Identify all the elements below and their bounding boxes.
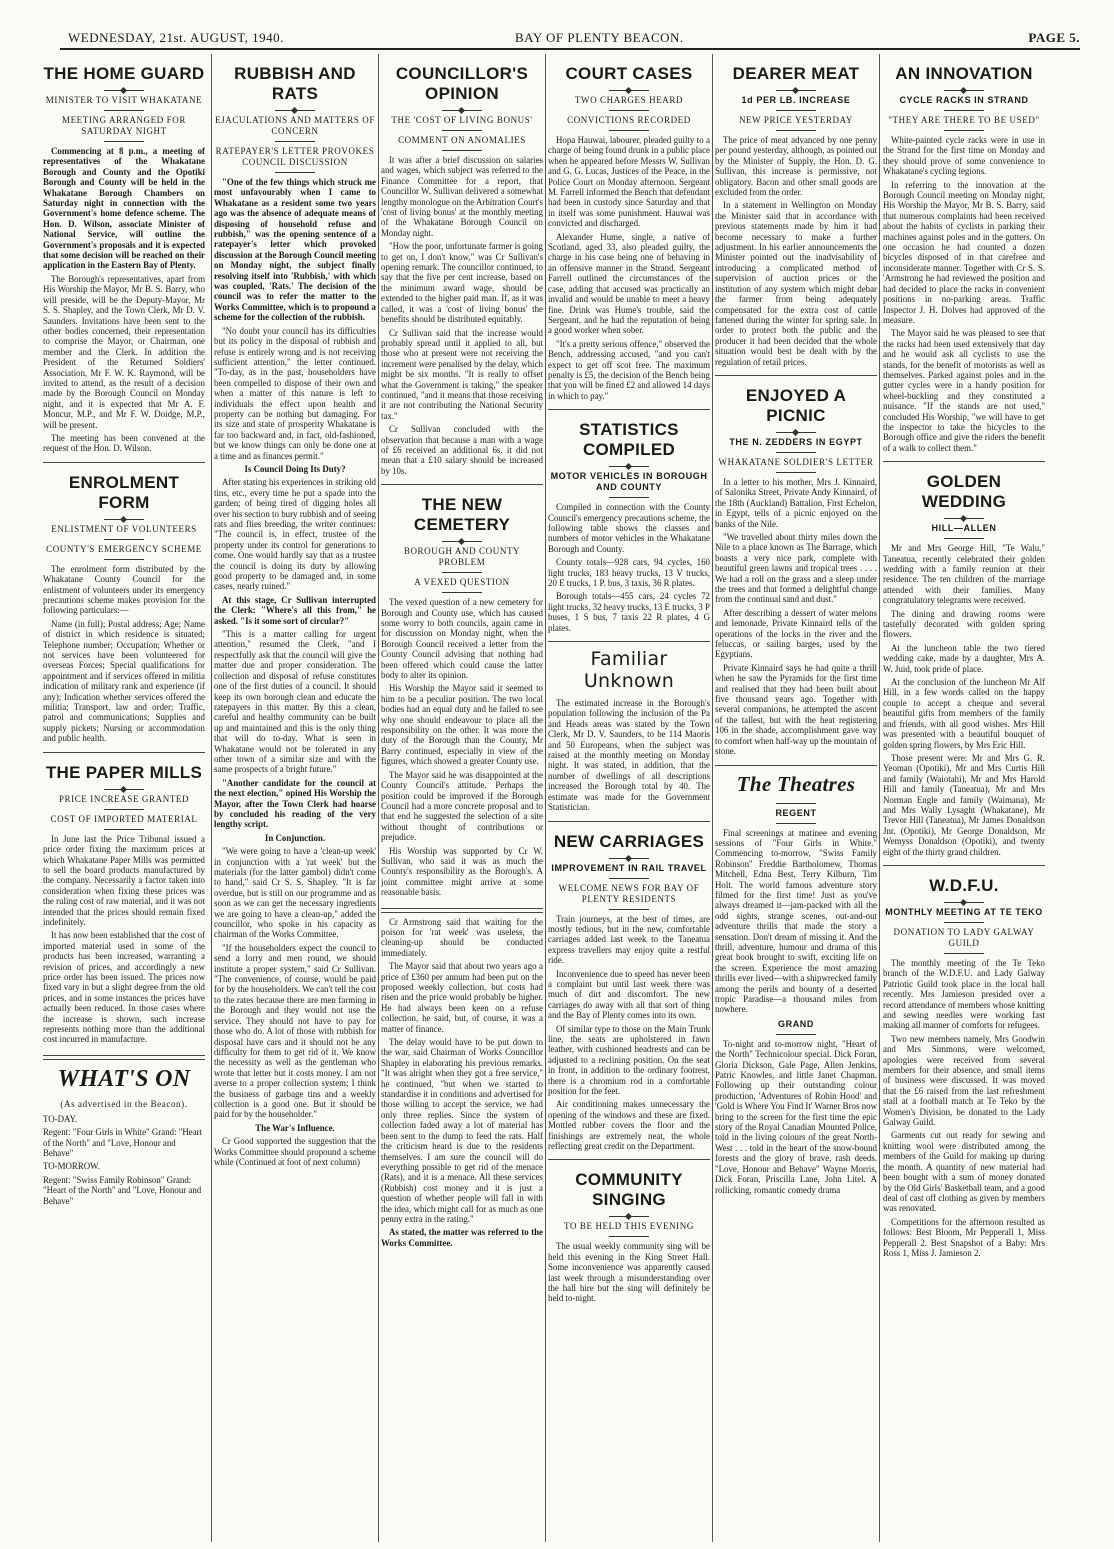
paragraph: At this stage, Cr Sullivan interrupted the Clerk: "Where's all this from," he asked. "Is it some sort of circular?" — [214, 594, 376, 626]
paragraph: Two new members namely, Mrs Goodwin and Mrs Simmons, were welcomed, apologies were received from several members for their absence, and small items of business were discussed. It was moved that the £6 raised from the last refreshment stall at a football match at Te Teko by the Women's Division, be donated to the Lady Galway Guild. — [883, 1033, 1045, 1128]
headline-councillor: COUNCILLOR'S OPINION — [395, 64, 529, 103]
paragraph: Hopa Hauwai, labourer, pleaded guilty to a charge of being found drunk in a public place when he appeared before Messrs W. Sullivan and G. G. Lucas, Justices of the Peace, in the Police Court on Monday afternoon. Sergeant M. Farrell informed the Bench that defendant had been in custody since Saturday and that in itself was some punishment. Hauwai was convicted and discharged. — [548, 135, 710, 229]
paragraph: County totals—928 cars, 94 cycles, 160 light trucks, 183 heavy trucks, 13 V trucks, 20 E trucks, 1 P. bus, 3 taxis, 36 R plates. — [548, 557, 710, 588]
column-5 — [715, 54, 877, 1544]
paragraph: Inconvenience due to speed has never been a complaint but until last week there was much of dirt and discomfort. The new carriages do away with all that sort of thing and the Bay of Plenty comes into its own. — [548, 968, 710, 1021]
subhead: TO BE HELD THIS EVENING — [564, 1221, 694, 1232]
headline-cemetery: THE NEW CEMETERY — [413, 495, 511, 535]
whats-on-note: (As advertised in the Beacon). — [60, 1098, 188, 1109]
headline-court: COURT CASES — [565, 64, 693, 83]
headline-innovation: AN INNOVATION — [895, 64, 1033, 83]
subhead: CONVICTIONS RECORDED — [567, 115, 691, 125]
crosshead: In Conjunction. — [264, 832, 326, 843]
paragraph: After describing a dessert of water melons and lemonade, Private Kinnaird tells of the operations of the locks in the river and the feluccas, or sailing barges, used by the Egyptians. — [715, 607, 877, 660]
subhead: MONTHLY MEETING AT TE TEKO — [885, 906, 1043, 917]
paragraph: Final screenings at matinee and evening sessions of "Four Girls in White." Commencing to-morrow, "Swiss Family Robinson" Freddie Bartholomew, Thomas Mitchell, Edna Best, Terry Kilburn, Tim Holt. The world famous adventure story filmed for the first time! Just as you've always dreamed it—jam-packed with all the odd sights, strange scenes, out-and-out adventure thrills that made the story a sensation. Don't dream of missing it. And the thrill, adventure, humour and drama of this great book brought to swift, exciting life on the screen. Experience the most amazing thrills ever lived—with a shipwrecked family among the perils and bounty of a deserted tropic Paradise—a thousand miles from nowhere. — [715, 827, 877, 1015]
headline-singing: COMMUNITY SINGING — [575, 1170, 683, 1210]
paragraph: Borough totals—455 cars, 24 cycles 72 light trucks, 32 heavy trucks, 13 E trucks, 3 P buses, 1 S bus, 7 taxis 22 R plates, 4 G plates. — [548, 591, 710, 633]
theatre-grand-label: GRAND — [778, 1018, 814, 1029]
paragraph: The Borough's representatives, apart from His Worship the Mayor, Mr B. S. Barry, who will preside, will be the Deputy-Mayor, Mr S. S. Shapley, and the Town Clerk, Mr D. V. Saunders. Invitations have been sent to the other bodies concerned, their representation to comprise the Mayor, or Chairman, one member and the Clerk. In addition the President of the Returned Soldiers' Association, Mr F. W. K. Raymond, will be invited to attend, as the result of a decision made by the Borough Council on Monday night, and it is expected that Mr A. F. Moncur, M.P., and Mr F. W. Doidge, M.P., will be present. — [43, 273, 205, 430]
paragraph: It has now been established that the cost of imported material used in some of the products has been increased, warranting a revision of prices, and accordingly a new price order has been issued. The prices now fixed vary in but a slight degree from the old prices, and in some instances the prices have actually been reduced. In those cases where the increase is shown, such increase represents nothing more than the additional cost incurred in manufacture. — [43, 930, 205, 1045]
paragraph: Garments cut out ready for sewing and knitting wool were distributed among the members of the Guild for making up during the month. A quantity of new material had been bought with a sum of money donated by the Old Girls' Basketball team, and a good deal of cast off clothing as given by members was renovated. — [883, 1130, 1045, 1214]
paragraph: Private Kinnaird says he had quite a thrill when he saw the Pyramids for the first time and realised that they had been built about five thousand years ago. Together with several companions, he attempted the ascent of the tallest, but with the heat registering 106 in the shade, accomplishment gave way to comfort when half-way up the mountain of stone. — [715, 662, 877, 757]
headline-paper-mills: THE PAPER MILLS — [45, 762, 203, 782]
lead-paragraph: "One of the few things which struck me most unfavourably when I came to Whakatane as a resident some two years ago was the absence of adequate means of disposing of household refuse and rubbish," was the opening sentence of a ratepayer's letter which provoked discussion at the Borough Council meeting on Monday night, the subject finally resolving itself into 'Rubbish,' with which was coupled, 'Rats.' The decision of the council was to refer the matter to the Works Committee, which is to propound a scheme for the collection of the rubbish. — [214, 177, 376, 323]
issue-date: WEDNESDAY, 21st. AUGUST, 1940. — [68, 30, 284, 45]
paragraph: "No doubt your council has its difficulties but its policy in the disposal of rubbish and refuse is entirely wrong and is not receiving sufficient attention," the letter continued. "To-day, as in the past, householders have been compelled to dispose of their own and when a matter of this nature is left to individuals the effect upon health and property can be nothing but damaging. For its size and state of prosperity Whakatane is far too backward and, in fact, old-fashioned, but we know things can only be done one at a time and as finances permit." — [214, 325, 376, 461]
paragraph: The Mayor said that about two years ago a price of £360 per annum had been put on the proposed weekly collection, but costs had risen and the price would probably be higher. He had always been keen on a refuse collection, he said, but, of course, it was a matter of finance. — [381, 961, 543, 1034]
paragraph: The Mayor said he was pleased to see that the racks had been used extensively that day and he would ask all cyclists to use the stands, for the benefit of motorists as well as themselves. Parked against poles and in the gutter cycles were in a handy position for wheel-buckling and they constituted a nuisance. "If the stands are not used," concluded His Worship, "we will have to get the inspector to take the bicycles to the Borough office and give the riders the benefit of a walk to collect them." — [883, 328, 1045, 453]
subhead: CYCLE RACKS IN STRAND — [899, 95, 1029, 105]
subhead: EJACULATIONS AND MATTERS OF CONCERN — [215, 115, 375, 136]
paragraph: In referring to the innovation at the Borough Council meeting on Monday night, His Worship the Mayor, Mr B. S. Barry, said that numerous complaints had been received about the habits of cyclists in parking their machines against poles and in the gutters. On one occasion he had counted a dozen bicycles disposed of in that carefree and inconsiderate manner. Together with Cr S. S. 'Armstrong he had reviewed the position and had decided to place the racks in convenient positions in no-parking areas. Traffic Inspector J. H. Dolves had approved of the measure. — [883, 179, 1045, 325]
subhead: COST OF IMPORTED MATERIAL — [50, 813, 198, 824]
column-1 — [43, 54, 205, 1544]
paragraph: In June last the Price Tribunal issued a price order fixing the maximum prices at which Whakatane Paper Mills was permitted to sell the board products manufactured by the company. Necessarily a factor taken into consideration when fixing these prices was the ruling cost of raw material, and it was not intended that the prices should remain fixed indefinitely. — [43, 833, 205, 927]
paragraph: Those present were: Mr and Mrs G. R. Yeoman (Opotiki), Mr and Mrs Curtis Hill and family (Waiotahi), Mr and Mrs Harold Hill and family (Taneatua), Mr and Mrs Norman Engle and family (Waimana), Mr and Mrs Wally Lysaght (Whakatane), Mr Trevor Hill (Taneatua), Mr James Donaldson Jnr. (Opotiki), Mr George Donaldson, Mr Wemyss Donaldson (Opotiki), and twenty eight of the thirty grand children. — [883, 752, 1045, 857]
column-6 — [883, 54, 1045, 1544]
paragraph: Mr and Mrs George Hill, "Te Walu," Taneatua, recently celebrated their golden wedding with a family reunion at their residence. The ten children of the marriage attended with their families. Many congratulatory telegrams were received. — [883, 543, 1045, 606]
subhead: TWO CHARGES HEARD — [574, 95, 684, 105]
paragraph: "This is a matter calling for urgent attention," resumed the Clerk, "and I respectfully ask that the council will give the matter due and proper consideration. The collection and disposal of refuse constitutes one of the first duties of a council. It should keep its own borough clean and educate the ratepayers in this matter. By this a clean, careful and healthy community can be built up and maintained and this is the only thing that will do to-day. What is seen in Whakatane would not be tolerated in any other town of a similar size and with the same prospects of a bright future." — [214, 629, 376, 775]
crosshead: Is Council Doing Its Duty? — [244, 463, 346, 474]
paragraph: White-painted cycle racks were in use in the Strand for the first time on Monday and they should prove of some convenience to Whakatane's cycling legions. — [883, 135, 1045, 177]
paragraph: The enrolment form distributed by the Whakatane County Council for the enlistment of volunteers under its emergency precautions scheme makes provision for the following particulars:— — [43, 563, 205, 616]
subhead: MINISTER TO VISIT WHAKATANE — [45, 95, 203, 105]
subhead: NEW PRICE YESTERDAY — [738, 115, 854, 125]
paragraph: Compiled in connection with the County Council's emergency precautions scheme, the following table shows the classes and numbers of motor vehicles in the Whakatane Borough and County. — [548, 502, 710, 554]
headline-statistics: STATISTICS COMPILED — [579, 420, 679, 460]
masthead — [60, 28, 1080, 50]
paragraph: "If the householders expect the council to send a lorry and men round, we should institute a proper system," said Cr Sullivan. "The convenience, of course, would be paid for by the householders. We can't tell the cost to the rates because there are men farming in the Borough and they would not use the service. They should not have to pay for those who do. A lot of those with rubbish for disposal have cars and it should not be any difficulty for them to get rid of it. We know the necessity as well as the gentleman who wrote that letter but it costs money. I am not averse to a proper collection system; I think the business of garbage tins and a weekly collection is a good one. But it should be paid for by the householder." — [214, 942, 376, 1120]
tomorrow-label: TO-MORROW. — [43, 1161, 100, 1172]
paragraph: Competitions for the afternoon resulted as follows: Best Bloom, Mr Pepperall 1, Miss Pepperall 2. Best Snapshot of a Baby: Mrs Ross 1, Miss J. Jamieson 2. — [883, 1216, 1045, 1258]
paragraph: Cr Sullivan concluded with the observation that because a man with a wage of £6 received an additional 6s. it did not mean that a £10 salary should be increased by 10s. — [381, 424, 543, 476]
paragraph: In a letter to his mother, Mrs J. Kinnaird, of Salonika Street, Private Andy Kinnaird, of the 18th (Auckland) Battalion, First Echelon, in Egypt, tells of a picnic enjoyed on the banks of the Nile. — [715, 476, 877, 529]
paragraph: At the conclusion of the luncheon Mr Alf Hill, in a few words called on the happy couple to accept a cheque and several beautiful gifts from members of the family and friends, with all good wishes. Mrs Hill was presented with a beautiful bouquet of golden spring flowers, by Mrs Eric Hill. — [883, 677, 1045, 750]
paragraph: Name (in full); Postal address; Age; Name of district in which residence is situated; Telephone number; Occupation; Whether or not services have been volunteered for overseas Forces; Special qualifications for appointment and if services offered in militia indication of military rank and experience (if any); Indication whether services offered the militia; Transport, law and order; Traffic, patrol and communications; Supplies and supply pickets; Nursing or accommodation and public health. — [43, 618, 205, 744]
lead-paragraph: Commencing at 8 p.m., a meeting of representatives of the Whakatane Borough and County and the Opotiki Borough and County will be held in the Whakatane Borough Chambers on Saturday night in connection with the Government's home defence scheme. The Hon. D. Wilson, associate Minister of National Service, will outline the Government's proposals and it is expected that some decision will be reached on their application in the Eastern Bay of Plenty. — [43, 146, 205, 271]
subhead: "THEY ARE THERE TO BE USED" — [888, 115, 1040, 125]
paragraph: At the luncheon table the two tiered wedding cake, made by a daughter, Mrs A. W. Juid, took pride of place. — [883, 642, 1045, 674]
paper-title: BAY OF PLENTY BEACON. — [515, 30, 684, 45]
headline-rubbish: RUBBISH AND RATS — [234, 64, 356, 103]
subhead: HILL—ALLEN — [931, 523, 997, 534]
paragraph: Cr Good supported the suggestion that the Works Committee should propound a scheme while (Continued at foot of next column) — [214, 1136, 376, 1167]
paragraph: Of similar type to those on the Main Trunk line, the seats are upholstered in fawn leather, with cushioned headrests and can be adjusted to a reclining position. On the seat in front, in addition to the ordinary footrest, there is a chromium rod in a comfortable position for the feet. — [548, 1023, 710, 1096]
headline-theatres: The Theatres — [736, 771, 856, 796]
paragraph: The dining and drawing rooms were tastefully decorated with golden spring flowers. — [883, 608, 1045, 640]
subhead: RATEPAYER'S LETTER PROVOKES COUNCIL DISCUSSION — [215, 146, 375, 167]
paragraph: The estimated increase in the Borough's population following the inclusion of the Pa and Heads areas was stated by the Town Clerk, Mr D. V. Saunders, to be 114 Maoris and 50 Europeans, when the subject was raised at the monthly meeting on Monday night. It was stated, in addition, that the number of dwellings of all descriptions increased the Borough total by 40. The estimate was made for the Government Statistician. — [548, 698, 710, 813]
paragraph: The usual weekly community sing will be held this evening in the King Street Hall. Some inconvenience was apparently caused last week through a misunderstanding over the hall hire but the sing will definitely be held to-night. — [548, 1241, 710, 1304]
paragraph: The vexed question of a new cemetery for Borough and County use, which has caused some worry to both councils, again came in for discussion on Monday night, when the Borough Council received a letter from the County Council advising that nothing had been offered which could cause the latter body to alter its opinion. — [381, 597, 543, 681]
paragraph: To-night and to-morrow night, "Heart of the North" Technicolour special. Dick Foran, Gloria Dickson, Gale Page, Allen Jenkins, Patric Knowles, and little Janet Chapman. Following up their outstanding colour production, 'Adventures of Robin Hood' and 'Gold is Where You Find It' Warner Bros now bring to the screen for the first time the epic story of the Royal Canadian Mounted Police, told in the living colours of the great North-West . . . told in the heart of the snow-bound forests and the glory of brave, rash deeds. "Love, Honour and Behave" Wayne Morris, Dick Foran, Priscilla Lane, John Litel. A rollicking, romantic comedy drama — [715, 1038, 877, 1195]
crosshead: The War's Influence. — [255, 1122, 335, 1133]
column-3 — [381, 54, 543, 1544]
headline-wedding: GOLDEN WEDDING — [921, 472, 1007, 512]
paragraph: The meeting has been convened at the request of the Hon. D. Wilson. — [43, 432, 205, 454]
subhead: ENLISTMENT OF VOLUNTEERS — [51, 523, 197, 534]
paragraph: In a statement in Wellington on Monday the Minister said that in accordance with previous statements made by him it had become necessary to make a further adjustment. In his earlier announcements the Minister pointed out the inadvisability of introducing a complicated method of supervision of auction prices or the institution of any system which might debar the farmer from being adequately compensated for the extra cost of cattle fattened during the winter for spring sale. In order to protect both the public and the producer it had been decided that the whole situation would best be dealt with by the regulation of retail prices. — [715, 200, 877, 367]
headline-whats-on: WHAT'S ON — [57, 1065, 191, 1092]
page-number: PAGE 5. — [1028, 30, 1080, 45]
paragraph: Alexander Hume, single, a native of Scotland, aged 33, also pleaded guilty, the charge in his case being one of behaving in an offensive manner in the Strand. Sergeant Farrell outlined the circumstances of the case, adding that accused was practically an invalid and would be unable to meet a heavy fine. Drink was Hume's trouble, said the Sergeant, and he had the reputation of being a good worker when sober. — [548, 231, 710, 336]
subhead: MEETING ARRANGED FOR SATURDAY NIGHT — [61, 115, 186, 136]
paragraph: The price of meat advanced by one penny per pound yesterday, although, as pointed out by the Minister of Supply, the Hon. D. G. Sullivan, this increase is permissive, not obligatory. Bacon and other small goods are excluded from the order. — [715, 135, 877, 198]
column-2 — [214, 54, 376, 1544]
paragraph: His Worship was supported by Cr W. Sullivan, who said it was as much the County's responsibility as the Borough's. A joint committee might arrive at some reasonable basis. — [381, 845, 543, 898]
tomorrow-listing: Regent: "Swiss Family Robinson" Grand: "Heart of the North" and "Love, Honour and Behave" — [43, 1174, 202, 1206]
subhead: MOTOR VEHICLES IN BOROUGH AND COUNTY — [550, 471, 708, 493]
paragraph: It was after a brief discussion on salaries and wages, which subject was referred to the Finance Committee for a report, that Councillor W. Sullivan delivered a somewhat lengthy monologue on the Arbitration Court's 'cost of living bonus' at the monthly meeting of the Whakatane Borough Council on Monday night. — [381, 155, 543, 238]
paragraph: Air conditioning makes unnecessary the opening of the windows and these are fixed. Mottled rubber covers the floor and the finishings are extremely neat, the whole reflecting great credit on the Department. — [548, 1099, 710, 1152]
headline-familiar-unknown: Familiar Unknown — [583, 648, 675, 693]
headline-carriages: NEW CARRIAGES — [553, 831, 705, 851]
paragraph: After stating his experiences in striking old tins, etc., every time he put a spade into the garden; of being tired of digging holes all over his section to bury rubbish and of seeing rats and flies breeding, the writer continues: "The council is, in effect, trustee of the property under its control for generations to come. One would hardly say that as a trustee the council is doing its duty by allowing good property to be damaged and, in some cases, nearly ruined." — [214, 477, 376, 592]
subhead: A VEXED QUESTION — [414, 577, 510, 588]
paragraph: His Worship the Mayor said it seemed to him to be a peculiar position. The two local bodies had an equal duty and he failed to see why one should endeavour to place all the responsibility on the other. It was more the duty of the Borough than the County, Mr Barry continued, especially in view of the figures, which showed a greater County use. — [381, 683, 543, 767]
paragraph: Train journeys, at the best of times, are mostly tedious, but in the new, comfortable carriages added last week to the Taneatua express travellers may enjoy quite a restful ride. — [548, 913, 710, 966]
subhead: WELCOME NEWS FOR BAY OF PLENTY RESIDENTS — [558, 882, 700, 904]
paragraph: The monthly meeting of the Te Teko branch of the W.D.F.U. and Lady Galway Patriotic Guild took place in the local hall recently. Mrs Jamieson presided over a record attendance of members whose knitting and sewing needles were working fast making all manner of comforts for refugees. — [883, 957, 1045, 1031]
paragraph: Cr Sullivan said that the increase would probably spread until it applied to all, but those who at present were not receiving the increment were penalised by the delay, which might be six months. "It is really to offset what the Government is taking," the speaker continued, "and it means that those receiving it are not contributing the National Security tax." — [381, 327, 543, 421]
subhead: PRICE INCREASE GRANTED — [58, 793, 190, 804]
paragraph: The delay would have to be put down to the war, said Chairman of Works Councillor Shapley in elaborating his previous remarks. "It was alright when they got a free service," he continued, "but when we started to standardise it in conditions and advertised for those willing to accept the service, we had only three replies. Since the system of collection faded away a lot of material has been sent to the dump to feed the rats. Half the criticism heard is due to the residents themselves. I am sure the council will do everything possible to get rid of the menace (Rats), and it is a menace. All these services (Rubbish) cost money and it is just a question of whether people will fall in with the idea, which might call for as much as one penny extra in the rating." — [381, 1037, 543, 1224]
headline-enrolment: ENROLMENT FORM — [68, 472, 180, 512]
paragraph: Cr Armstrong said that waiting for the poison for 'rat week' was useless, the cleaning-up should be conducted immediately. — [381, 916, 543, 958]
subhead: BOROUGH AND COUNTY PROBLEM — [403, 546, 521, 568]
paragraph: The Mayor said he was disappointed at the County Council's attitude. Perhaps the position could be improved if the Borough Council had a more concrete proposal and to that end he suggested the selection of a site without thought of contributions or prejudice. — [381, 769, 543, 843]
headline-meat: DEARER MEAT — [732, 64, 860, 83]
paragraph: "How the poor, unfortunate farmer is going to get on, I don't know," was Cr Sullivan's opening remark. The councillor continued, to say that the five per cent increase, based on the minimum award wage, should be extended to the higher paid man. If, as it was called, it was a 'cost of living bonus' the benefits should be distributed equitably. — [381, 241, 543, 325]
paragraph: "Another candidate for the council at the next election," opined His Worship the Mayor, after the Town Clerk had hoarse by concluded his reading of the very lengthy script. — [214, 777, 376, 830]
subhead: DONATION TO LADY GALWAY GUILD — [893, 926, 1035, 948]
subhead: THE N. ZEDDERS IN EGYPT — [729, 436, 863, 447]
subhead: 1d PER LB. INCREASE — [741, 95, 851, 105]
today-listing: Regent: "Four Girls in White" Grand: "Heart of the North" and "Love, Honour and Behave" — [43, 1127, 203, 1159]
column-4 — [548, 54, 710, 1544]
paragraph: "We were going to have a 'clean-up week' in conjunction with a 'rat week' but the materials (for the latter gambol) didn't come to hand," said Cr S. S. Shapley. "It is far overdue, but is still on our programme and as soon as we can get the necessary ingredients we are going to have a clean-up," added the councillor, who spoke in his capacity as chairman of the Works Committee. — [214, 846, 376, 940]
subhead: IMPROVEMENT IN RAIL TRAVEL — [551, 862, 707, 873]
today-label: TO-DAY. — [43, 1113, 78, 1124]
headline-wdfu: W.D.F.U. — [929, 875, 999, 895]
subhead: THE 'COST OF LIVING BONUS' — [391, 115, 533, 125]
headline-picnic: ENJOYED A PICNIC — [745, 385, 847, 425]
paragraph: "We travelled about thirty miles down the Nile to a place known as The Barrage, which boasts a very nice park, complete with beautiful green lawns and tropical trees . . . . We had a roll on the grass and a sleep under the trees and that formed a delightful change from the continual sand and dust." — [715, 531, 877, 605]
paragraph: As stated, the matter was referred to the Works Committee. — [381, 1227, 543, 1248]
paragraph: "It's a pretty serious offence," observed the Bench, addressing accused, "and you can't expect to get off scot free. The maximum penalty is £5, the decision of the Bench being that you will be fined £2 and allowed 14 days in which to pay." — [548, 338, 710, 401]
subhead: COMMENT ON ANOMALIES — [398, 135, 526, 145]
subhead: WHAKATANE SOLDIER'S LETTER — [718, 456, 874, 467]
theatre-regent-label: REGENT — [775, 807, 817, 818]
subhead: COUNTY'S EMERGENCY SCHEME — [46, 543, 202, 554]
headline-home-guard: THE HOME GUARD — [43, 64, 205, 83]
